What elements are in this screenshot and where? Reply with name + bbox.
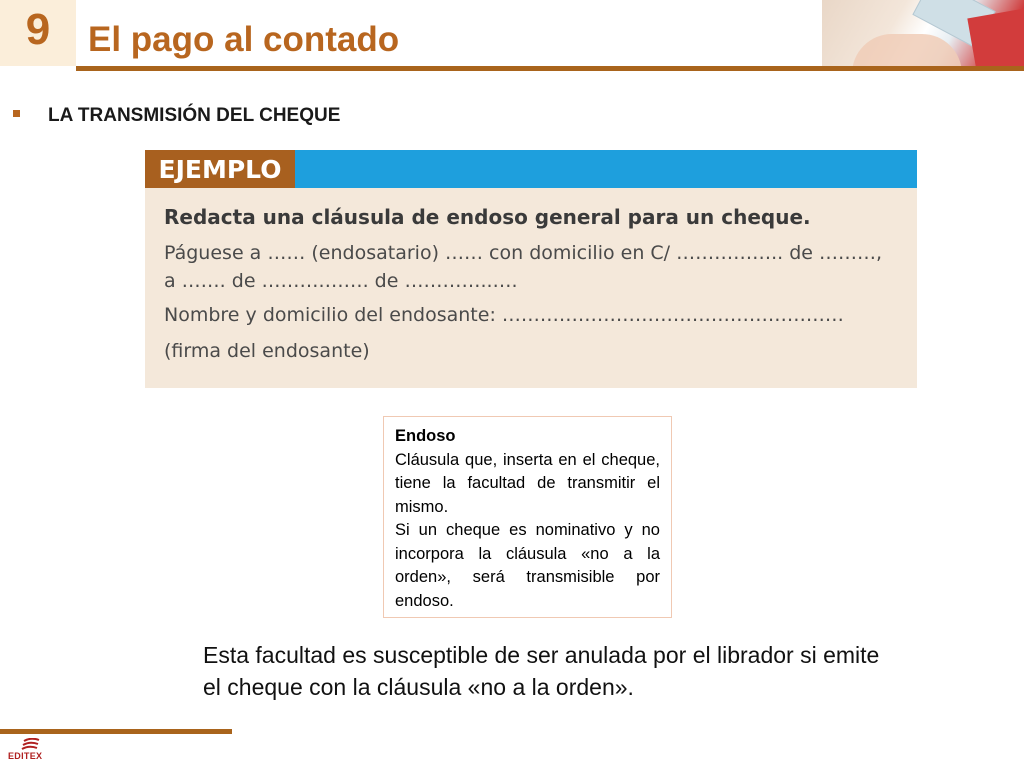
hand-shape — [852, 34, 962, 70]
red-object-shape — [967, 6, 1024, 70]
footer-divider — [0, 729, 232, 734]
header-divider — [76, 66, 1024, 71]
definition-paragraph: Si un cheque es nominativo y no incorpora la cláusula «no a la orden», será transmisible por endoso. — [395, 521, 660, 610]
section-subtitle: LA TRANSMISIÓN DEL CHEQUE — [48, 105, 341, 126]
definition-box — [383, 416, 672, 618]
example-line: (firma del endosante) — [164, 340, 370, 362]
header-photo-image — [822, 0, 1024, 70]
definition-title: Endoso — [395, 427, 456, 445]
definition-paragraph: Cláusula que, inserta en el cheque, tiene la facultad de transmitir el mismo. — [395, 450, 660, 516]
logo-text: EDITEX — [8, 751, 43, 761]
editex-logo-icon — [21, 738, 41, 750]
example-line: Páguese a …… (endosatario) …… con domicilio en C/ …………….. de ………, — [164, 242, 883, 264]
example-line: a ……. de ……….……. de …………..…. — [164, 270, 518, 292]
example-line: Nombre y domicilio del endosante: ……………………………………………… — [164, 304, 844, 326]
chapter-badge — [0, 0, 76, 66]
page-title: El pago al contado — [88, 20, 400, 59]
example-question: Redacta una cláusula de endoso general para un cheque. — [164, 205, 811, 229]
example-tab-label: EJEMPLO — [145, 150, 295, 188]
chapter-number: 9 — [25, 5, 51, 54]
example-box — [145, 150, 917, 388]
bullet-icon — [13, 110, 20, 117]
editex-logo — [8, 738, 52, 764]
explanatory-note: Esta facultad es susceptible de ser anulada por el librador si emite el cheque con la cláusula «no a la orden». — [203, 642, 880, 700]
